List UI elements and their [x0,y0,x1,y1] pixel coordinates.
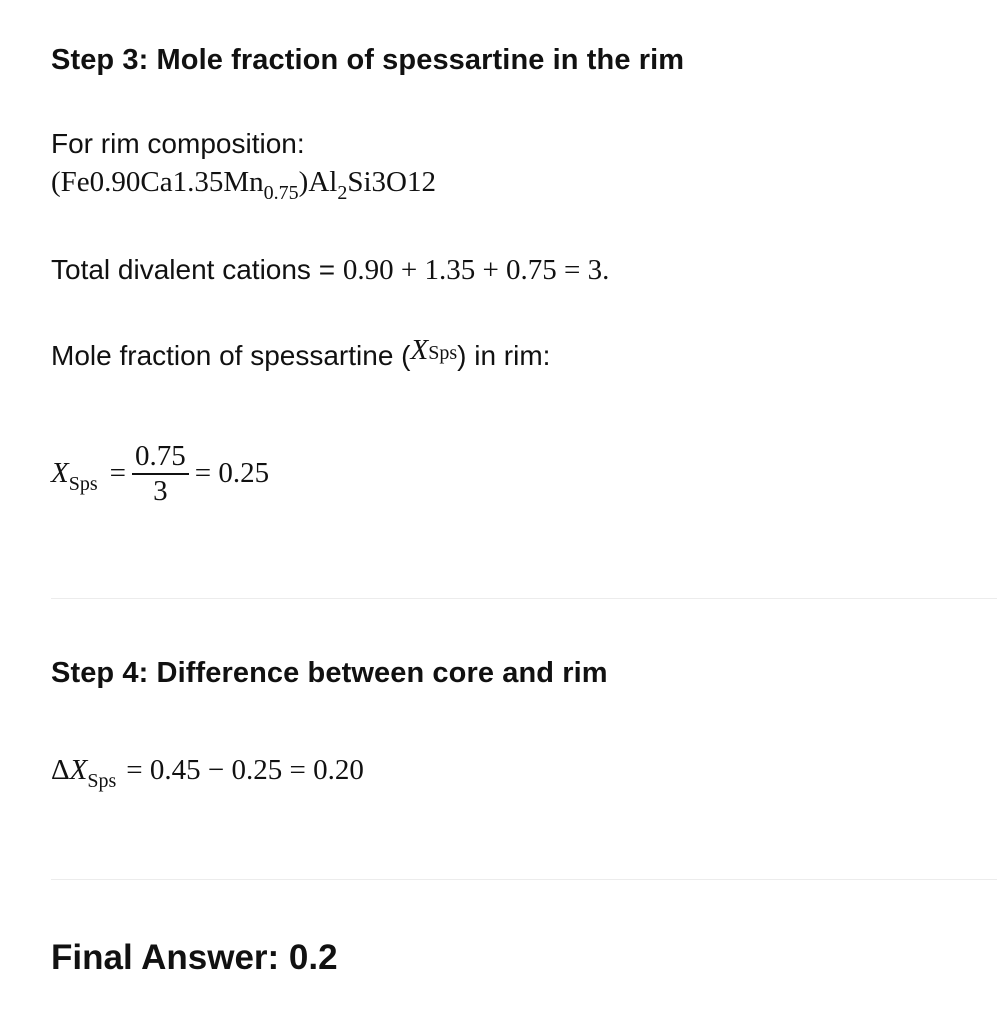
mole-fraction-line [51,334,551,373]
equation-lhs-subscript: Sps [68,473,98,496]
delta-symbol: Δ [51,754,70,786]
final-answer: Final Answer: 0.2 [51,938,338,977]
equation-lhs [51,457,98,496]
formula-tail: Si3O12 [347,166,436,198]
formula-mid: )Al [298,166,338,198]
section-divider [51,879,997,880]
x-symbol: X [410,334,429,366]
mole-fraction-symbol [411,334,458,366]
delta-x: X [69,754,88,786]
mole-fraction-label-post: ) in rim: [457,340,551,371]
step4-heading: Step 4: Difference between core and rim [51,657,608,689]
section-divider [51,598,997,599]
step3-heading: Step 3: Mole fraction of spessartine in the rim [51,44,685,76]
fraction-denominator: 3 [153,474,168,507]
total-cations-expression: 0.90 + 1.35 + 0.75 = 3 [342,254,603,286]
total-cations-period: . [602,254,610,286]
equation-result: = 0.25 [194,457,270,490]
formula-open: (Fe0.90Ca1.35Mn [51,166,264,198]
rim-composition-label: For rim composition: [51,128,305,159]
delta-result: = 0.45 − 0.25 = 0.20 [126,754,364,786]
equals-sign: = [109,457,126,490]
x-subscript: Sps [428,342,458,364]
fraction [132,440,189,508]
rim-formula [51,166,436,204]
total-cations-label: Total divalent cations = [51,254,343,285]
delta-equation [51,754,364,792]
delta-subscript: Sps [87,770,117,792]
total-cations-line [51,254,609,287]
mole-fraction-label-pre: Mole fraction of spessartine ( [51,340,411,371]
xsps-equation [51,440,269,508]
formula-al-subscript: 2 [337,182,348,204]
fraction-numerator: 0.75 [134,440,186,472]
equation-x: X [51,457,69,490]
formula-mn-subscript: 0.75 [263,182,299,204]
